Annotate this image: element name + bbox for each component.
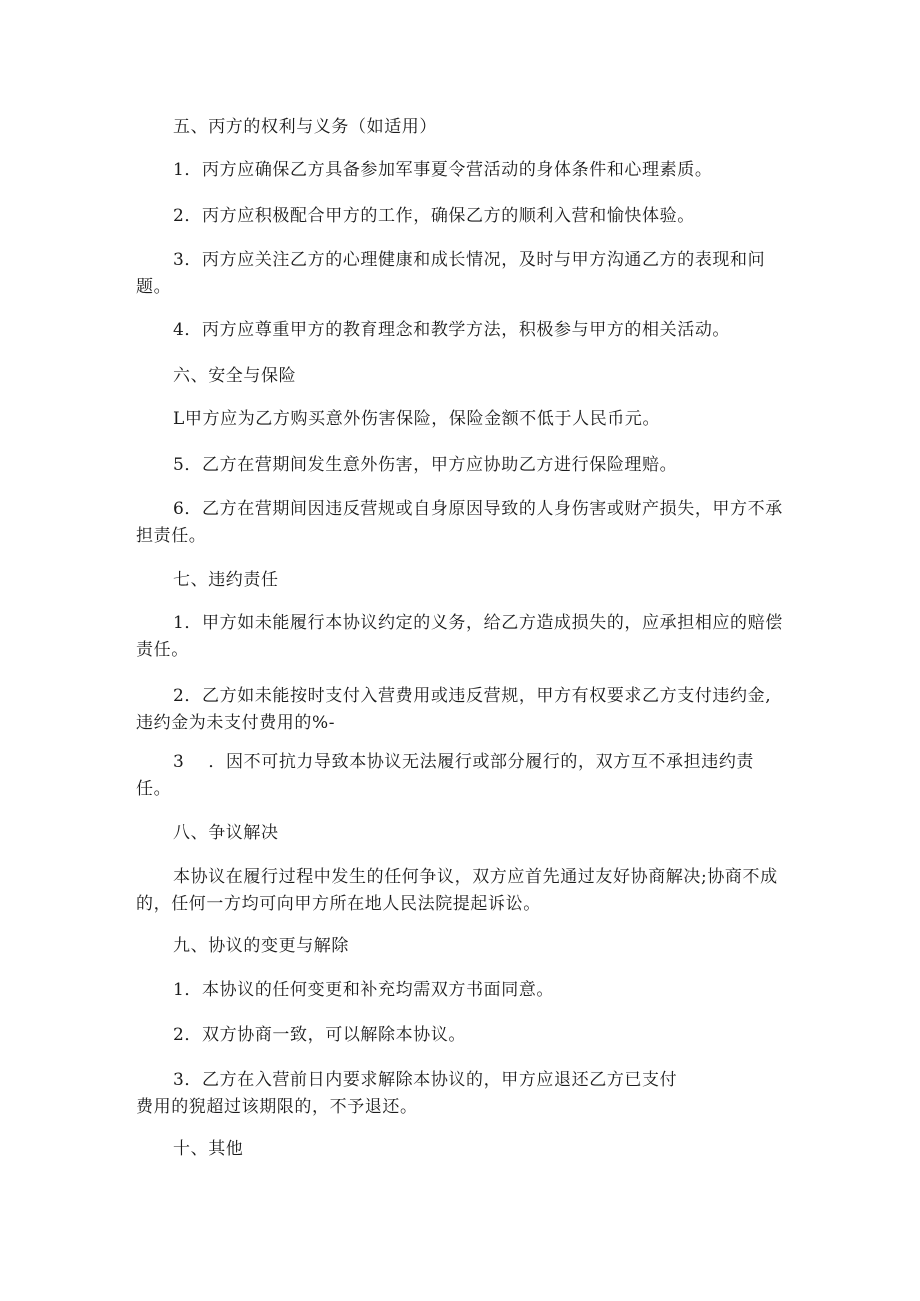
- section-6-item-5: 5．乙方在营期间发生意外伤害，甲方应协助乙方进行保险理赔。: [173, 455, 678, 475]
- section-8-body: 本协议在履行过程中发生的任何争议，双方应首先通过友好协商解决;协商不成的，任何一方均可向甲方所在地人民法院提起诉讼。: [136, 867, 778, 914]
- section-7-item-2: 2．乙方如未能按时支付入营费用或违反营规，甲方有权要求乙方支付违约金,违约金为未支付费用的%-: [136, 686, 772, 733]
- section-8-heading: 八、争议解决: [173, 823, 279, 843]
- section-5-item-3: 3．丙方应关注乙方的心理健康和成长情况，及时与甲方沟通乙方的表现和问题。: [136, 250, 766, 297]
- section-6-heading: 六、安全与保险: [173, 366, 297, 386]
- section-5-heading: 五、丙方的权利与义务（如适用）: [173, 117, 437, 137]
- section-10-heading: 十、其他: [173, 1139, 244, 1159]
- section-5-item-1: 1．丙方应确保乙方具备参加军事夏令营活动的身体条件和心理素质。: [173, 160, 713, 180]
- section-7-heading: 七、违约责任: [173, 570, 279, 590]
- section-5-item-2: 2．丙方应积极配合甲方的工作，确保乙方的顺利入营和愉快体验。: [173, 206, 695, 226]
- section-9-heading: 九、协议的变更与解除: [173, 936, 349, 956]
- section-9-item-3: 3．乙方在入营前日内要求解除本协议的，甲方应退还乙方已支付 费用的猊超过该期限的，不予退还。: [136, 1070, 678, 1117]
- section-9-item-1: 1．本协议的任何变更和补充均需双方书面同意。: [173, 980, 555, 1000]
- section-6-item-6: 6．乙方在营期间因违反营规或自身原因导致的人身伤害或财产损失，甲方不承担责任。: [136, 499, 783, 546]
- section-5-item-4: 4．丙方应尊重甲方的教育理念和教学方法，积极参与甲方的相关活动。: [173, 320, 731, 340]
- section-9-item-2: 2．双方协商一致，可以解除本协议。: [173, 1025, 467, 1045]
- section-7-item-1: 1．甲方如未能履行本协议约定的义务，给乙方造成损失的，应承担相应的赔偿责任。: [136, 613, 783, 660]
- section-6-item-1: L甲方应为乙方购买意外伤害保险，保险金额不低于人民币元。: [173, 409, 661, 429]
- section-7-item-3: 3 ．因不可抗力导致本协议无法履行或部分履行的，双方互不承担违约责任。: [136, 752, 755, 799]
